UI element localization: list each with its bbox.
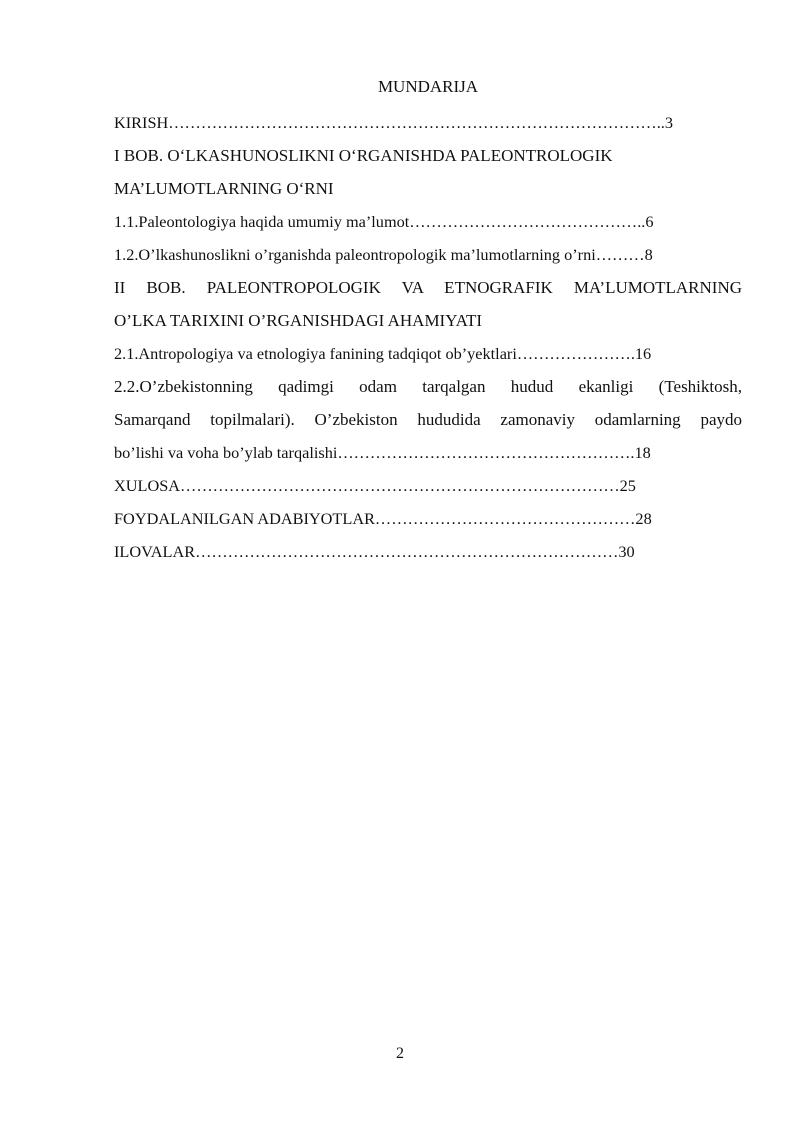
toc-entry-2-2-cont: Samarqand topilmalari). O’zbekiston hududida zamonaviy odamlarning paydo	[114, 410, 742, 429]
page-number: 2	[396, 1045, 404, 1062]
toc-chapter-1-heading: I BOB. O‘LKASHUNOSLIKNI O‘RGANISHDA PALEONTROLOGIK	[114, 146, 613, 165]
toc-entry-2-1: 2.1.Antropologiya va etnologiya fanining tadqiqot ob’yektlari………………….16	[114, 344, 652, 363]
toc-entry-xulosa: XULOSA………………………………………………………………………25	[114, 476, 636, 495]
toc-entry-adabiyotlar: FOYDALANILGAN ADABIYOTLAR…………………………………………28	[114, 509, 652, 528]
page-title: MUNDARIJA	[377, 77, 479, 96]
toc-entry-kirish: KIRISH………………………………………………………………………………..3	[114, 113, 673, 132]
table-of-contents	[114, 106, 742, 568]
toc-entry-2-2-end: bo’lishi va voha bo’ylab tarqalishi……………………………………………….18	[114, 443, 651, 462]
toc-entry-1-2: 1.2.O’lkashunoslikni o’rganishda paleontropologik ma’lumotlarning o’rni………8	[114, 245, 653, 264]
toc-entry-2-2: 2.2.O’zbekistonning qadimgi odam tarqalgan hudud ekanligi (Teshiktosh,	[114, 377, 742, 396]
toc-chapter-1-heading-cont: MA’LUMOTLARNING O‘RNI	[114, 179, 334, 198]
toc-chapter-2-heading: II BOB. PALEONTROPOLOGIK VA ETNOGRAFIK MA’LUMOTLARNING	[114, 278, 742, 297]
toc-chapter-2-heading-cont: O’LKA TARIXINI O’RGANISHDAGI AHAMIYATI	[114, 311, 483, 330]
toc-entry-1-1: 1.1.Paleontologiya haqida umumiy ma’lumot……………………………………..6	[114, 212, 654, 231]
toc-entry-ilovalar: ILOVALAR……………………………………………………………………30	[114, 542, 635, 561]
